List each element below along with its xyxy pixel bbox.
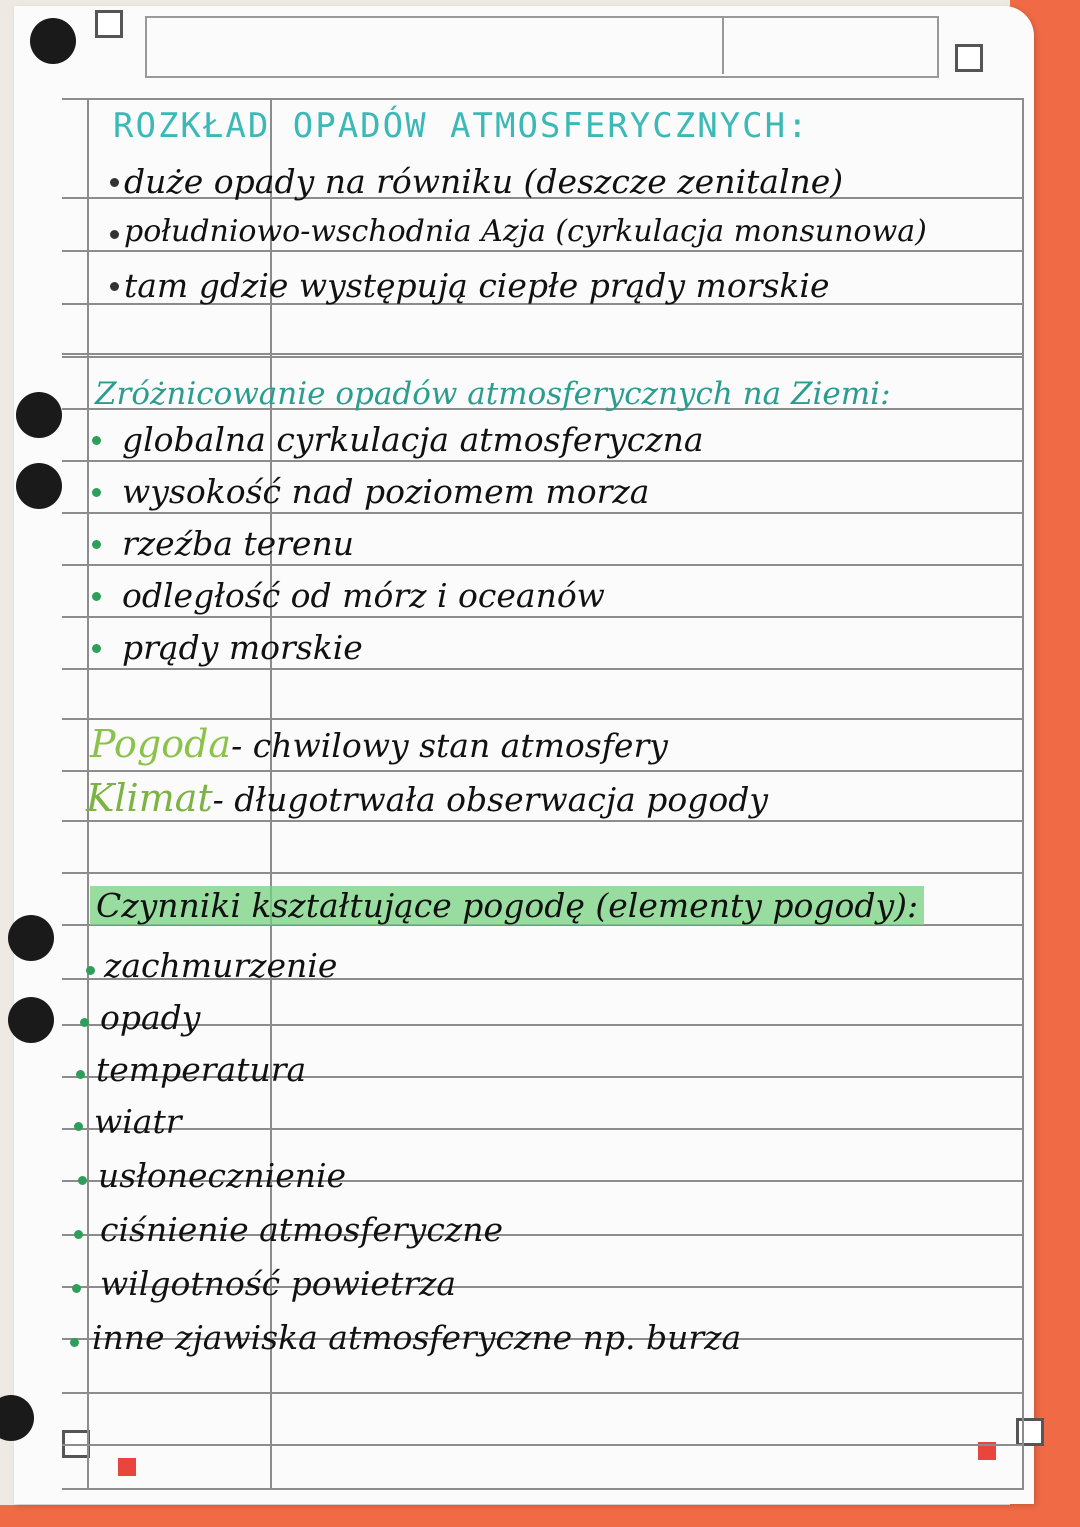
bullet-icon xyxy=(78,1176,87,1185)
bullet-icon xyxy=(70,1338,79,1347)
binder-hole xyxy=(8,915,54,961)
ruled-line xyxy=(62,1128,1024,1130)
binder-hole xyxy=(30,18,76,64)
list-item: odległość od mórz i oceanów xyxy=(122,576,605,615)
list-item: temperatura xyxy=(96,1050,307,1089)
bullet-icon xyxy=(72,1284,81,1293)
ruled-line xyxy=(62,718,1024,720)
ruled-line xyxy=(62,564,1024,566)
ruled-line xyxy=(62,872,1024,874)
bullet-icon xyxy=(86,966,95,975)
bullet-icon xyxy=(92,436,101,445)
section-heading: Zróżnicowanie opadów atmosferycznych na Ziemi: xyxy=(95,376,891,412)
list-item: ciśnienie atmosferyczne xyxy=(100,1210,503,1249)
page-title: ROZKŁAD OPADÓW ATMOSFERYCZNYCH: xyxy=(113,106,810,146)
list-item: duże opady na równiku (deszcze zenitalne) xyxy=(124,162,844,201)
ruled-line xyxy=(62,353,1024,355)
ruled-line xyxy=(62,1488,1024,1490)
ruled-line xyxy=(62,1444,1024,1446)
corner-mark-icon xyxy=(955,44,983,72)
list-item: wiatr xyxy=(94,1102,182,1141)
definition-klimat xyxy=(86,776,768,820)
term-klimat: Klimat xyxy=(86,776,213,820)
list-item: globalna cyrkulacja atmosferyczna xyxy=(122,420,704,459)
ruled-line xyxy=(62,770,1024,772)
orange-background-bottom xyxy=(0,1505,1080,1527)
list-item: zachmurzenie xyxy=(104,946,338,985)
bullet-icon xyxy=(74,1230,83,1239)
ruled-line xyxy=(62,1024,1024,1026)
ruled-line xyxy=(62,250,1024,252)
binder-hole xyxy=(16,463,62,509)
ruled-line xyxy=(62,668,1024,670)
ruled-line xyxy=(62,512,1024,514)
bullet-icon xyxy=(76,1070,85,1079)
list-item: inne zjawiska atmosferyczne np. burza xyxy=(92,1318,742,1357)
ruled-line xyxy=(62,356,1024,358)
list-item: opady xyxy=(100,998,201,1037)
bullet-icon xyxy=(92,644,101,653)
list-item: południowo-wschodnia Azja (cyrkulacja monsunowa) xyxy=(124,214,927,249)
list-item: rzeźba terenu xyxy=(122,524,354,563)
binder-hole xyxy=(8,997,54,1043)
bullet-icon xyxy=(92,540,101,549)
ruled-line xyxy=(62,460,1024,462)
ruled-line xyxy=(62,616,1024,618)
margin-line xyxy=(1022,98,1024,1488)
list-item: wysokość nad poziomem morza xyxy=(122,472,650,511)
header-divider xyxy=(722,16,724,74)
definition-text: - długotrwała obserwacja pogody xyxy=(212,780,768,819)
bullet-icon xyxy=(110,230,119,239)
definition-pogoda xyxy=(90,722,668,766)
list-item: wilgotność powietrza xyxy=(100,1264,457,1303)
highlighted-heading: Czynniki kształtujące pogodę (elementy pogody): xyxy=(90,886,924,925)
bullet-icon xyxy=(74,1122,83,1131)
header-box xyxy=(145,16,939,78)
list-item: usłonecznienie xyxy=(98,1156,347,1195)
ruled-line xyxy=(62,820,1024,822)
list-item: tam gdzie występują ciepłe prądy morskie xyxy=(124,266,830,305)
term-pogoda: Pogoda xyxy=(90,722,232,766)
ruled-line xyxy=(62,1392,1024,1394)
bullet-icon xyxy=(110,178,119,187)
list-item: prądy morskie xyxy=(122,628,363,667)
bullet-icon xyxy=(92,592,101,601)
bullet-icon xyxy=(92,488,101,497)
definition-text: - chwilowy stan atmosfery xyxy=(231,726,668,765)
binder-hole xyxy=(16,392,62,438)
bullet-icon xyxy=(110,282,119,291)
bullet-icon xyxy=(80,1018,89,1027)
corner-mark-icon xyxy=(95,10,123,38)
section-heading xyxy=(90,886,924,925)
ruled-line xyxy=(62,98,1024,100)
